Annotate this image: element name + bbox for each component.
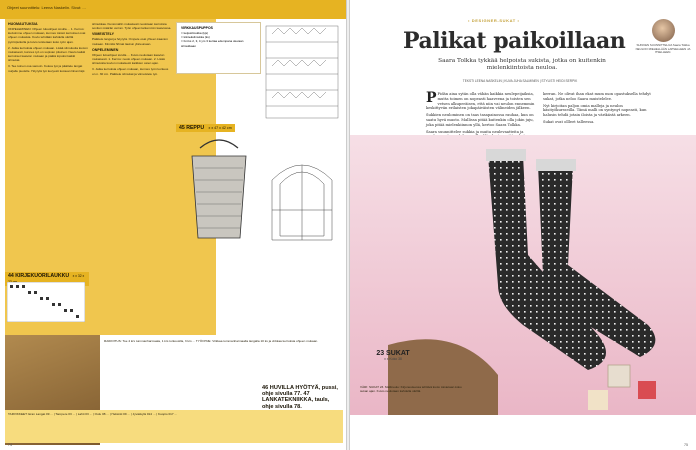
supplier-text: TARVIKKEET: Eran Langat 09 ... | Tampere 03 ... | Lahti 03 ... | Oulu 08 ... | Helsinki 09 ... | Jyväskylä 014 ... | Kuopio 017 ... (8, 412, 178, 416)
avatar-caption: SUKKIEN SUUNNITTELIJA Saara Tolkka NEULOO MIEHELLÄÄN LAPSELLEEN JA ITSELLEEN. (635, 43, 691, 55)
supplier-strip (5, 410, 343, 443)
article-subtitle: Saara Tolkka tykkää helpoista sukista, jotka on kuitenkin mielenkiintoista neuloa. (438, 58, 606, 72)
body-paragraph: Nyt kirjoitan paljon omia malleja ja neulon käsityökursseilla. Tämä malli on syntynyt nopeasti, kun halusin tehdä jotain iloista ja värikästä arkeen. (543, 103, 647, 118)
instructions-paragraph: 3. Jatka kerroksia ohjeen mukaan, kunnes työn korkeus on n. 30 cm. Päättele silmukat ja viimeistele työ. (92, 67, 169, 76)
backpack-illustration (180, 138, 258, 248)
legend-line: = ketjusilmukka (kjs) (181, 31, 209, 35)
instructions-paragraph: ONPELEMINEN: Ohjeen lukuohjeet sivulla ... 1. Kerros: kuduimme ohjeen mukaan, kunnes toistot kerrokset ovat ohjeen mukaisia. Kuvio tehdään kahdella värillä pyöröpuikolla ja kuvio toistetaan koko työn ajan. (8, 27, 86, 44)
header-strip (0, 0, 348, 19)
crochet-diagram (262, 22, 342, 122)
stitch-chart (7, 282, 85, 322)
grid-title: 44 KIRJEKUORILAUKKU (8, 273, 70, 279)
legend-title: VIRKKAUSPUPPOS (181, 26, 213, 30)
instructions-col-a (8, 22, 88, 75)
bag-title: 45 REPPU (179, 125, 205, 131)
legend-line: = bxt ks 2, 3, 4 ym 3 kertaa edempana olevaan silmukkaan (181, 39, 244, 48)
body-paragraph: kerran. Ne olivat ihan ekat mum mon opastuksella tehdyt sukat, jotka neloo Saara muistelelee. (543, 92, 651, 101)
page-number: 74 (8, 443, 12, 447)
drop-cap: P (426, 90, 437, 106)
sock-label (363, 350, 423, 361)
grid-size: x x 32 x (72, 274, 85, 278)
section-tag: • DESIGNER-SUKAT • (468, 18, 520, 23)
body-paragraph: P Pidän aina sytän olla vähän kaikkia neulepeijaiksia, mutta toimen on nopeasti haaveena ja toisten sen vetsen alkuperäisen, että niin vai neulon ennemmin keskittyvän erilaisten jokapäiväisten välineiden jälkeen. (426, 90, 535, 111)
instructions-paragraph: Ohjeen lukuohjeet sivulla ... Kuvio neulotaan kaavion mukaisesti. 1. Kerros: neulo ohjeen mukaan. 2. Lisää silmukoita kuvion mukaisesti kaikkien osien ajan. (92, 52, 165, 66)
article-col-b (543, 92, 655, 127)
body-paragraph: Sukat ovat ollleet talleessa. (543, 119, 595, 124)
sock-title: 23 SUKAT (376, 350, 410, 357)
sock-size: x x Koko 38 (384, 357, 402, 361)
instructions-paragraph: 3. Tee toinen osa samoin. Kokoa työ ja päättele langat nurjalle puolelle. Höyrytä työ kevyesti kostean liinan läpi. (8, 64, 86, 73)
instructions-paragraph: Päättele langat ja höyrytä. Ompele osat yhteen kaavion mukaan. Kiinnitä hihnat laukun yläreunaan. (92, 37, 168, 46)
body-paragraph: Saara suunnittelee sukkia ja muita neulevaatteita ja (426, 129, 524, 134)
article-title: Palikat paikoillaan (403, 28, 626, 54)
article-credits: TEKSTI LEENA NASKELIN | KUVA JUHA SALMINEN | STYLISTI HEIDI SERPIK (462, 79, 578, 83)
section-heading: VIIMEISTELY (92, 32, 115, 37)
page-gutter (346, 0, 350, 450)
pattern-references: 46 HUVILLA HYÖTYÄ, pussi, ohje sivulla 77. 47 LANKATEKNIIKKA, tauls, ohje sivulla 78. (262, 385, 338, 410)
bag-header (176, 124, 235, 132)
bottom-instructions: RAIDOITUS: Toe 4 krs tummanharmaala, 1 krs turkoosilla, 3 krs ... TYÖOHJE: Virkkaa tummanharmaalla langalla 10 ks ja virkkaa kerroksia ohjeen mukaan. (104, 339, 319, 343)
section-heading: HUOMAUTUKSIA (8, 22, 38, 26)
instructions-col-b (92, 22, 172, 78)
bag-size: x x 47 x 42 cm (208, 126, 232, 130)
page-number: 75 (684, 443, 688, 447)
socks-photo (348, 135, 696, 415)
header-strip-text: Ohjeet suunnittelu: Leena Naskelin. Sivut: ... (7, 5, 86, 10)
section-heading: ONPELEMINEN (92, 47, 119, 52)
crochet-legend-box (176, 22, 261, 74)
sock-caption: VÄRI: SUKAT 23. Mallineule: Kirjoneuleessa tehtävä kuvio toistetaan koko sukan ajan. Kuvio neulotaan kahdella värillä. (360, 385, 462, 394)
right-page (348, 0, 696, 450)
bag-pattern-diagram (262, 150, 342, 250)
legend-line: = kiinteäsilmukka (ks) (181, 35, 210, 40)
instructions-paragraph: 2. Jatka kerroksia ohjeen mukaan. Lisää silmukoita kuvion mukaisesti, kunnes työ on sopivan pituinen. Neulo kaikki kerrokset kaavion mukaan ja päätä lopuksi kaikki silmukat. (8, 45, 88, 63)
designer-avatar (652, 19, 675, 42)
instructions-paragraph: silmukkaa. Kuviomallin mukaisesti neulotaan kerroksia sovitun määrän verran. Työn ohjeet tarkemmin kaaviossa. (92, 22, 172, 31)
body-paragraph: Sukkien neulominen on taas tasapainossa rauhaa, kun on saatu hyvä muoto. Mallissa pitää kuitenkin olla jokin juju, joka pitää mielenkiinnon yllä, kertoo Saara Tolkka. (426, 113, 534, 127)
